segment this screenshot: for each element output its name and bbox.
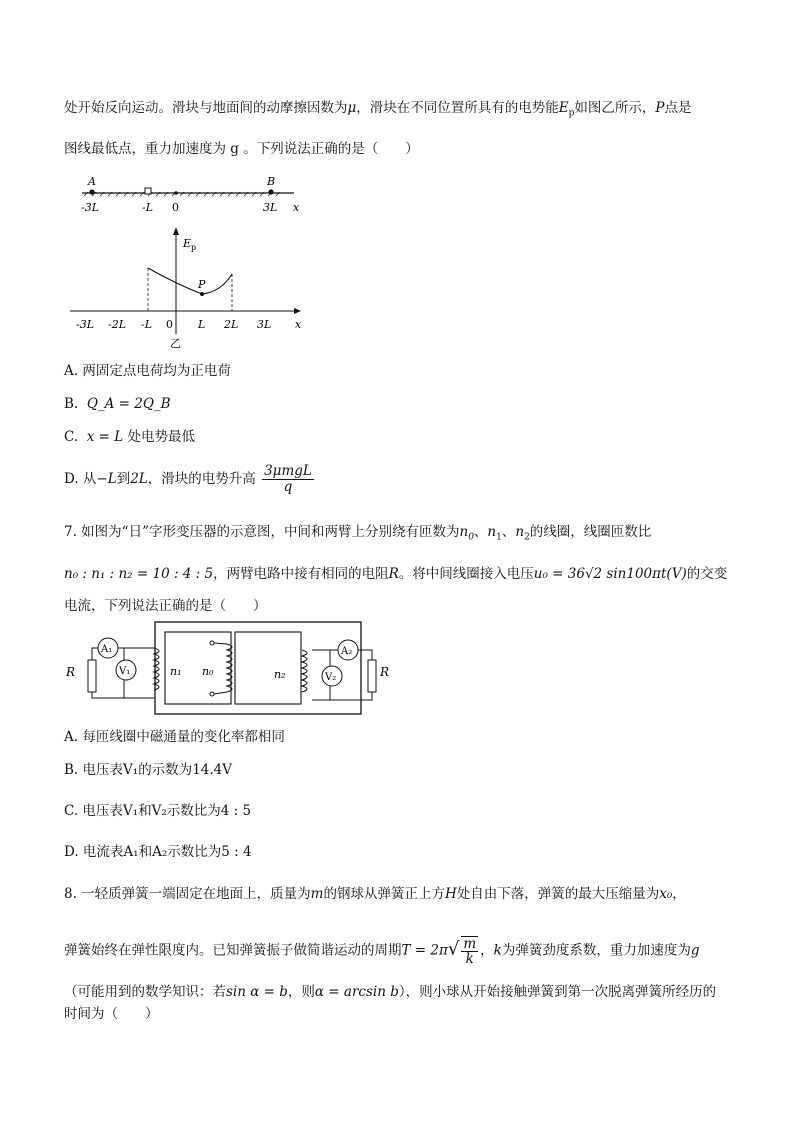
label-n2: n₂ (274, 668, 286, 681)
q7-stem-line-1: 7. 如图为“日”字形变压器的示意图，中间和两臂上分别绕有匝数为$n_0$、$n_1$、$n_2$的线圈，线圈匝数比 (64, 524, 652, 543)
ep-curve (148, 268, 232, 294)
q6-figure-charges (72, 172, 312, 217)
q6-option-b[interactable]: B. Q_A = 2Q_B (64, 396, 171, 412)
svg-text:x: x (295, 318, 302, 331)
q6-option-c[interactable]: C. x = L 处电势最低 (64, 429, 196, 445)
svg-text:V₂: V₂ (325, 672, 337, 683)
svg-text:3L: 3L (257, 318, 272, 331)
q6-stem-line-2: 图线最低点，重力加速度为 g 。下列说法正确的是（ ） (64, 141, 419, 157)
q6-figure-ep-graph (66, 222, 312, 352)
slider-block (145, 188, 151, 194)
tick-3l: 3L (263, 201, 278, 214)
svg-text:-L: -L (141, 318, 153, 331)
svg-text:A₁: A₁ (101, 644, 113, 655)
point-p (200, 292, 204, 296)
svg-text:2L: 2L (224, 318, 239, 331)
charge-b (268, 189, 273, 194)
label-b: B (267, 175, 276, 188)
charge-a (89, 189, 94, 194)
tick-neg3l: -3L (81, 201, 100, 214)
svg-text:-3L: -3L (76, 318, 95, 331)
q8-stem-line-1: 8. 一轻质弹簧一端固定在地面上，质量为m的钢球从弹簧正上方H处自由下落，弹簧的最大压缩量为x₀， (64, 886, 686, 902)
coil-n2 (302, 650, 307, 692)
label-n1: n₁ (170, 665, 182, 678)
svg-text:L: L (198, 318, 206, 331)
label-n0: n₀ (202, 665, 214, 678)
svg-text:R: R (66, 665, 76, 679)
svg-text:0: 0 (166, 318, 173, 331)
q6-option-a[interactable]: A. 两固定点电荷均为正电荷 (64, 363, 231, 379)
origin-dot (174, 191, 178, 195)
tick-zero: 0 (172, 201, 179, 214)
tick-negl: -L (142, 201, 154, 214)
q7-stem-line-2: n₀ : n₁ : n₂ = 10 : 4 : 5，两臂电路中接有相同的电阻R。将中间线圈接入电压u₀ = 36√2 sin100πt(V)的交变 (64, 566, 728, 582)
q6-stem-line-1: 处开始反向运动。滑块与地面间的动摩擦因数为μ，滑块在不同位置所具有的电势能$E_p$如图乙所示，P点是 (64, 100, 692, 119)
resistor-right (368, 660, 376, 692)
q7-option-b[interactable]: B. 电压表V₁的示数为14.4V (64, 762, 232, 778)
q7-stem-line-3: 电流，下列说法正确的是（ ） (64, 598, 267, 614)
q7-figure-transformer (62, 620, 396, 720)
q8-stem-line-2: 弹簧始终在弹性限度内。已知弹簧振子做简谐运动的周期T = 2π√ $\frac{m}{k}$ ，k为弹簧劲度系数，重力加速度为g (64, 936, 700, 967)
mu-symbol: μ (347, 100, 357, 116)
ep-symbol: $E_p$ (558, 100, 575, 119)
svg-text:V₁: V₁ (119, 666, 131, 677)
y-label: $E_p$ (183, 237, 197, 252)
q7-option-c[interactable]: C. 电压表V₁和V₂示数比为4 : 5 (64, 803, 252, 819)
resistor-left (88, 660, 96, 692)
svg-text:R: R (380, 665, 390, 679)
svg-text:A₂: A₂ (341, 646, 353, 657)
q7-option-d[interactable]: D. 电流表A₁和A₂示数比为5 : 4 (64, 844, 252, 860)
q8-stem-line-4: 时间为（ ） (64, 1006, 159, 1022)
label-p: P (198, 278, 206, 291)
q6-option-d[interactable]: D. 从−L到2L，滑块的电势升高 $\frac{\text{3μmgL}}{q}$ (64, 463, 312, 495)
q8-stem-line-3: （可能用到的数学知识：若sin α = b，则α = arcsin b），则小球从开始接触弹簧到第一次脱离弹簧所经历的 (64, 984, 717, 1000)
q7-option-a[interactable]: A. 每匝线圈中磁通量的变化率都相同 (64, 729, 285, 745)
label-a: A (88, 175, 96, 188)
svg-text:-2L: -2L (108, 318, 127, 331)
caption-yi: 乙 (170, 337, 181, 350)
axis-x: x (293, 201, 300, 214)
